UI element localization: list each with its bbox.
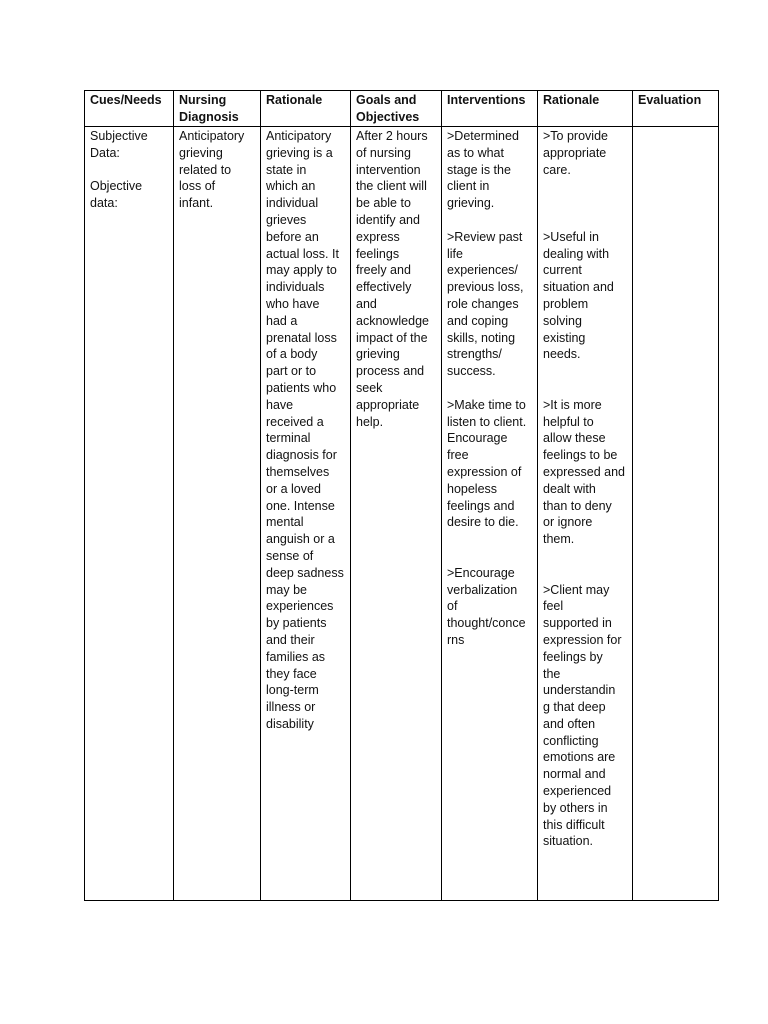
header-cues-needs: Cues/Needs: [85, 91, 174, 127]
header-nursing-diagnosis: Nursing Diagnosis: [174, 91, 261, 127]
cell-goals-objectives: After 2 hours of nursing intervention the client will be able to identify and express feelings freely and effectively and acknowledge impact of the grieving process and seek appropriate help.: [351, 127, 442, 901]
header-goals-objectives: Goals and Objectives: [351, 91, 442, 127]
header-rationale-2: Rationale: [538, 91, 633, 127]
table-row: [85, 127, 719, 901]
care-plan-table: [84, 90, 719, 901]
cell-interventions: >Determined as to what stage is the client in grieving. >Review past life experiences/ previous loss, role changes and coping skills, noting strengths/ success. >Make time to listen to client. Encourage free expression of hopeless feelings and desire to die. >Encourage verbalization of thought/conce rns: [442, 127, 538, 901]
cell-rationale-2: >To provide appropriate care. >Useful in dealing with current situation and problem solving existing needs. >It is more helpful to allow these feelings to be expressed and dealt with than to deny or ignore them. >Client may feel supported in expression for feelings by the understandin g that deep and often conflicting emotions are normal and experienced by others in this difficult situation.: [538, 127, 633, 901]
header-rationale: Rationale: [261, 91, 351, 127]
cell-evaluation: [633, 127, 719, 901]
header-interventions: Interventions: [442, 91, 538, 127]
header-evaluation: Evaluation: [633, 91, 719, 127]
header-row: [85, 91, 719, 127]
cell-cues-needs: Subjective Data: Objective data:: [85, 127, 174, 901]
cell-rationale: Anticipatory grieving is a state in which an individual grieves before an actual loss. It may apply to individuals who have had a prenatal loss of a body part or to patients who have received a terminal diagnosis for themselves or a loved one. Intense mental anguish or a sense of deep sadness may be experiences by patients and their families as they face long-term illness or disability: [261, 127, 351, 901]
cell-nursing-diagnosis: Anticipatory grieving related to loss of infant.: [174, 127, 261, 901]
